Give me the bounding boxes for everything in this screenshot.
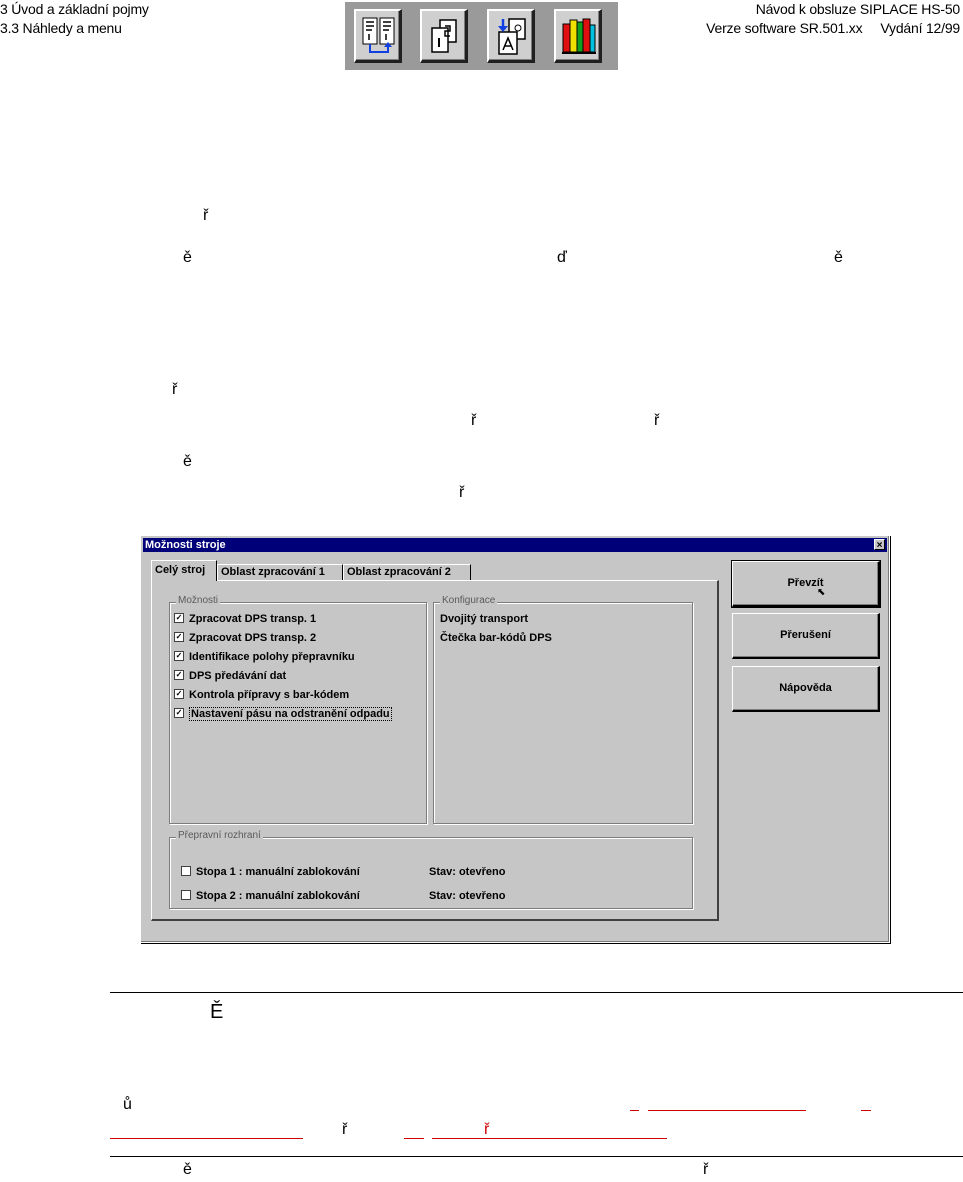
cross-reference-link[interactable] [432, 1138, 667, 1139]
close-icon[interactable]: × [874, 539, 885, 550]
text-fragment: ů [123, 1096, 132, 1113]
lane-status: Stav: otevřeno [429, 866, 506, 878]
text-fragment: ř [654, 412, 660, 429]
overview-button[interactable] [354, 9, 402, 63]
navigation-toolbar [345, 2, 618, 70]
cross-reference-link[interactable] [110, 1138, 303, 1139]
text-fragment: ř [203, 207, 209, 224]
text-fragment: ě [183, 453, 192, 470]
option-row[interactable] [174, 667, 286, 685]
dialog-title: Možnosti stroje [145, 539, 226, 551]
cross-reference-link[interactable] [404, 1138, 424, 1139]
accept-label: Převzít [787, 577, 824, 589]
books-icon [560, 16, 598, 58]
note-top-rule [110, 992, 963, 993]
lane-label: Stopa 2 : manuální zablokování [196, 890, 360, 902]
text-fragment: ě [183, 1161, 192, 1178]
transport-group-label: Přepravní rozhraní [178, 830, 261, 841]
software-version: Verze software SR.501.xx [706, 20, 863, 36]
text-fragment: ř [703, 1161, 709, 1178]
option-row[interactable] [174, 686, 349, 704]
option-label: Zpracovat DPS transp. 2 [189, 632, 317, 644]
replace-button[interactable] [487, 9, 535, 63]
tab-panel [151, 580, 719, 921]
chapter-title: 3 Úvod a základní pojmy [0, 1, 149, 17]
option-row[interactable] [174, 705, 392, 723]
pages-icon [426, 16, 464, 58]
lane-row[interactable] [181, 887, 360, 905]
transport-interface-group [169, 830, 693, 909]
option-row[interactable] [174, 648, 355, 666]
options-group [169, 595, 427, 824]
text-fragment: Ě [210, 1001, 224, 1023]
configuration-group [433, 595, 693, 824]
option-label: DPS předávání dat [189, 670, 287, 682]
replace-icon [493, 16, 531, 58]
text-fragment: ř [459, 484, 465, 501]
option-label: Zpracovat DPS transp. 1 [189, 613, 317, 625]
library-button[interactable] [554, 9, 602, 63]
link-fragment[interactable]: ř [484, 1121, 490, 1138]
edition: Vydání 12/99 [880, 20, 960, 36]
mouse-cursor-icon: ⬉ [817, 587, 826, 598]
note-bottom-rule [110, 1156, 963, 1157]
option-label: Identifikace polohy přepravníku [189, 651, 355, 663]
cross-reference-link[interactable] [630, 1110, 639, 1111]
tab-area-2[interactable]: Oblast zpracování 2 [343, 564, 471, 580]
option-label: Nastavení pásu na odstranění odpadu [191, 708, 390, 720]
option-row[interactable] [174, 629, 316, 647]
pages-button[interactable] [420, 9, 468, 63]
running-header-right [706, 0, 960, 38]
manual-title: Návod k obsluze SIPLACE HS-50 [755, 1, 960, 17]
checkbox[interactable]: ✓ [175, 613, 183, 623]
accept-button[interactable] [732, 561, 880, 607]
checkbox[interactable]: ✓ [175, 689, 183, 699]
checkbox[interactable]: ✓ [175, 651, 183, 661]
tab-whole-machine[interactable]: Celý stroj [151, 560, 217, 581]
cross-reference-link[interactable] [861, 1110, 871, 1111]
help-button[interactable]: Nápověda [732, 666, 880, 712]
lane-label: Stopa 1 : manuální zablokování [196, 866, 360, 878]
checkbox[interactable] [181, 890, 191, 900]
configuration-group-label: Konfigurace [442, 595, 496, 606]
text-fragment: ě [183, 249, 192, 266]
checkbox[interactable]: ✓ [175, 670, 183, 680]
text-fragment: ď [557, 249, 567, 266]
dialog-titlebar [143, 538, 887, 552]
config-item: Dvojitý transport [440, 613, 529, 625]
cancel-button[interactable]: Přerušení [732, 613, 880, 659]
checkbox[interactable] [181, 866, 191, 876]
checkbox[interactable]: ✓ [175, 632, 183, 642]
lane-status: Stav: otevřeno [429, 890, 506, 902]
option-row[interactable] [174, 610, 316, 628]
text-fragment: ř [342, 1121, 348, 1138]
tab-area-1[interactable]: Oblast zpracování 1 [217, 564, 343, 580]
lane-row[interactable] [181, 863, 360, 881]
text-fragment: ř [172, 381, 178, 398]
machine-options-dialog [140, 535, 890, 943]
cross-reference-link[interactable] [648, 1110, 806, 1111]
overview-icon [360, 16, 398, 58]
config-item: Čtečka bar-kódů DPS [440, 632, 552, 644]
option-label: Kontrola přípravy s bar-kódem [189, 689, 350, 701]
options-group-label: Možnosti [178, 595, 219, 606]
version-line [706, 19, 960, 38]
section-title: 3.3 Náhledy a menu [0, 20, 122, 36]
running-header-left [0, 0, 149, 38]
text-fragment: ř [471, 412, 477, 429]
checkbox[interactable]: ✓ [175, 708, 183, 718]
text-fragment: ě [834, 249, 843, 266]
